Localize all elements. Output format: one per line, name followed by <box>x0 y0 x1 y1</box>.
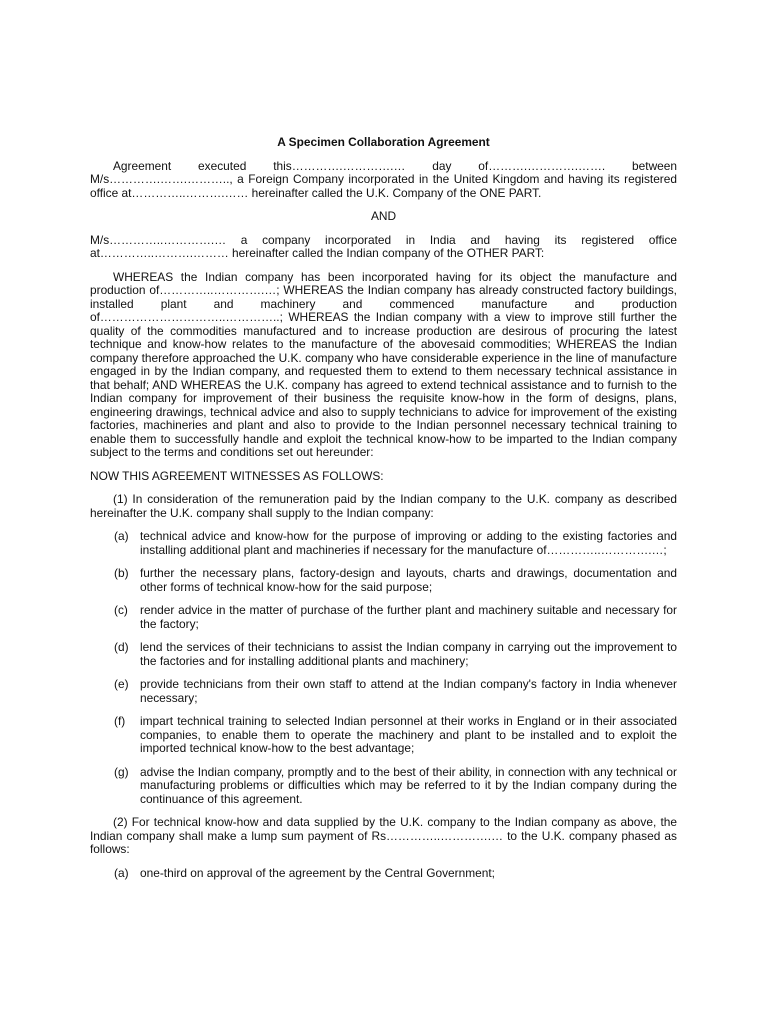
item-text: provide technicians from their own staff to attend at the Indian company's factory in India whenever necessary; <box>140 677 677 705</box>
item-text: impart technical training to selected Indian personnel at their works in England or in their associated companies, to enable them to operate the machinery and plant to be installed and to exploit the imported technical know-how to the best advantage; <box>140 714 677 755</box>
clause-2: (2) For technical know-how and data supplied by the U.K. company to the Indian company as above, the Indian company shall make a lump sum payment of Rs…………..………….… to the U.K. company phased as follows: <box>90 815 677 856</box>
item-label: (a) <box>114 865 129 880</box>
item-label: (a) <box>114 529 129 543</box>
clause-1-item-c <box>114 604 677 631</box>
item-label: (c) <box>114 603 128 617</box>
item-label: (b) <box>114 566 129 580</box>
item-text: technical advice and know-how for the purpose of improving or adding to the existing factories and installing additional plant and machineries if necessary for the manufacture of…………..………….…; <box>140 529 677 557</box>
item-text: render advice in the matter of purchase of the further plant and machinery suitable and necessary for the factory; <box>140 603 677 631</box>
item-label: (e) <box>114 677 129 691</box>
intro-paragraph: Agreement executed this………….………….… day of……….………….……. between M/s………….…….……….., a Foreign Company incorporated in the United Kingdom and having its registered office at…………..……….…… hereinafter called the U.K. Company of the ONE PART. <box>90 158 677 200</box>
item-text: one-third on approval of the agreement by the Central Government; <box>140 865 495 880</box>
item-label: (g) <box>114 764 129 779</box>
witnesses-heading: NOW THIS AGREEMENT WITNESSES AS FOLLOWS: <box>90 468 384 483</box>
whereas-paragraph: WHEREAS the Indian company has been incorporated having for its object the manufacture and production of…………..………….…; WHEREAS the Indian company has already constructed factory buildings, installed plant and machinery and commenced manufacture and production of…………………………..…………..; WHEREAS the Indian company with a view to improve still further the quality of the commodities manufactured and to increase production are desirous of procuring the latest technique and know-how relates to the manufacture of the abovesaid commodities; WHEREAS the Indian company therefore approached the U.K. company who have considerable experience in the line of manufacture engaged in by the Indian company, and requested them to extend to them necessary technical assistance in that behalf; AND WHEREAS the U.K. company has agreed to extend technical assistance and to furnish to the Indian company for improvement of their business the requisite know-how in the form of designs, plans, engineering drawings, technical advice and also to supply technicians to advice for improvement of the existing factories, machineries and plant and also to provide to the Indian personnel necessary technical training to enable them to successfully handle and exploit the technical know-how to be imparted to the Indian company subject to the terms and conditions set out hereunder: <box>90 269 677 459</box>
clause-1-item-e <box>114 678 677 705</box>
clause-1-item-d <box>114 641 677 668</box>
clause-2-item-a <box>114 867 677 881</box>
document-title: A Specimen Collaboration Agreement <box>277 135 490 149</box>
item-text: lend the services of their technicians to assist the Indian company in carrying out the improvement to the factories and for installing additional plants and machinery; <box>140 640 677 668</box>
item-text: advise the Indian company, promptly and to the best of their ability, in connection with any technical or manufacturing problems or difficulties which may be referred to it by the Indian company during the continuance of this agreement. <box>140 764 677 806</box>
document-body <box>90 136 677 890</box>
item-label: (d) <box>114 640 129 654</box>
clause-1: (1) In consideration of the remuneration paid by the Indian company to the U.K. company as described hereinafter the U.K. company shall supply to the Indian company: <box>90 492 677 520</box>
item-label: (f) <box>114 714 126 728</box>
second-party-paragraph: M/s…………..………….… a company incorporated in India and having its registered office at…………..……….……… hereinafter called the Indian company of the OTHER PART: <box>90 232 677 260</box>
clause-1-item-b <box>114 567 677 594</box>
item-text: further the necessary plans, factory-design and layouts, charts and drawings, documentation and other forms of technical know-how for the said purpose; <box>140 566 677 594</box>
clause-1-item-a <box>114 530 677 557</box>
and-separator: AND <box>370 209 397 223</box>
clause-1-item-g <box>114 766 677 807</box>
clause-1-item-f <box>114 715 677 756</box>
